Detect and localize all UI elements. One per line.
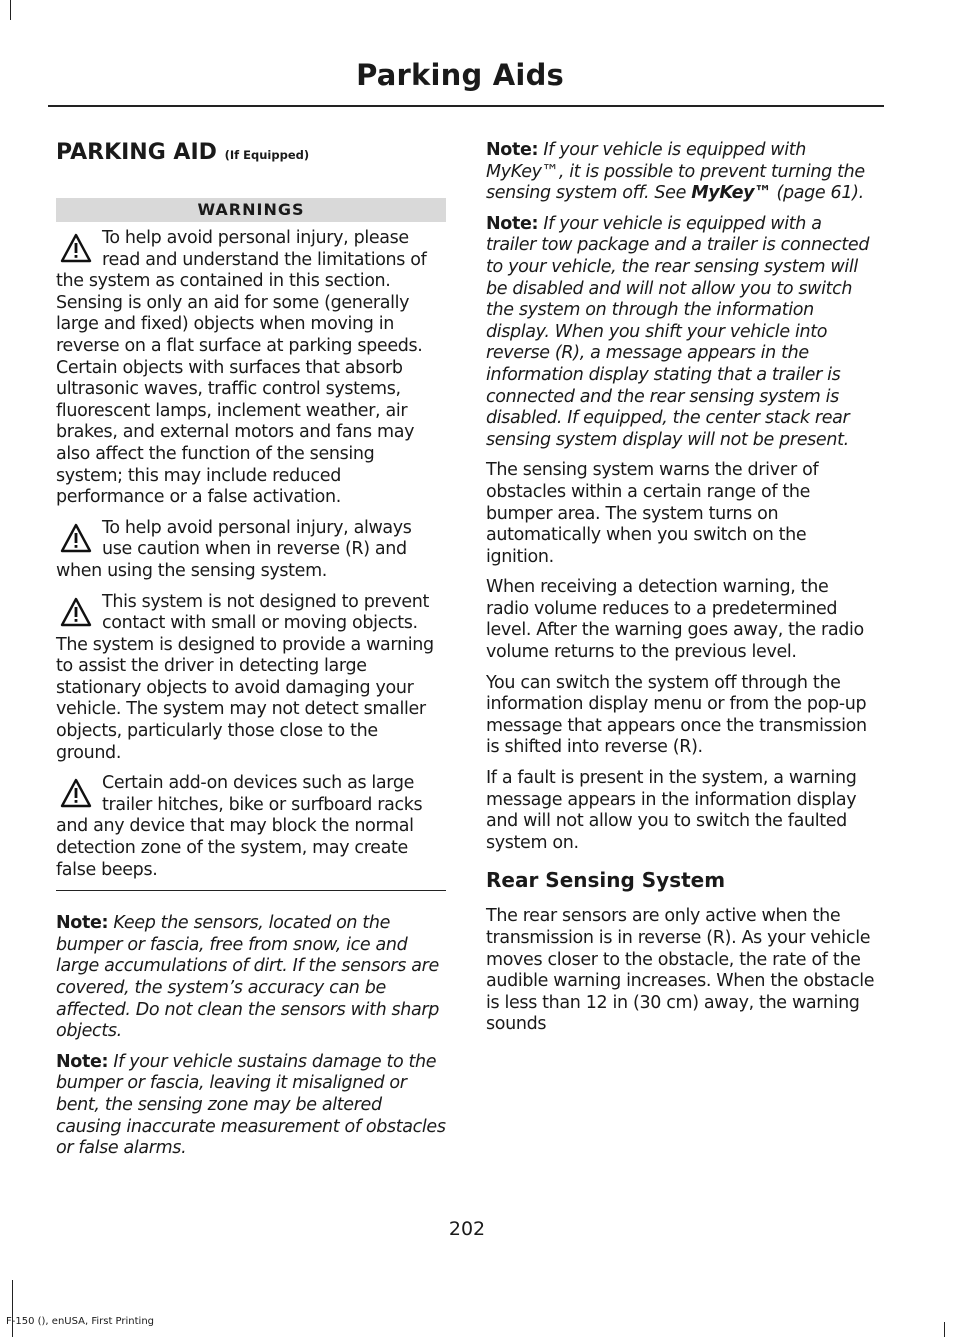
warning-item <box>56 592 446 765</box>
note-label: Note: <box>56 1051 109 1072</box>
note-text: Keep the sensors, located on the bumper or fascia, free from snow, ice and large accumulations of dirt. If the sensors are covered, the system’s accuracy can be affected. Do not clean the sensors with sharp objects. <box>56 913 440 1042</box>
crop-mark <box>10 0 11 20</box>
body-paragraph: You can switch the system off through the information display menu or from the pop-up message that appears once the transmission is shifted into reverse (R). <box>486 672 867 758</box>
note-text: If your vehicle is equipped with a trailer tow package and a trailer is connected to your vehicle, the rear sensing system will be disabled and will not allow you to switch the system on through the information display. When you shift your vehicle into reverse (R), a message appears in the information display stating that a trailer is connected and the rear sensing system is disabled. If equipped, the center stack rear sensing system display will not be present. <box>486 213 870 450</box>
page-number: 202 <box>448 1218 486 1240</box>
left-column <box>56 140 446 1169</box>
header-divider <box>48 105 884 107</box>
right-column <box>486 140 876 1045</box>
note-label: Note: <box>486 213 539 234</box>
note-paragraph <box>486 214 876 452</box>
note-paragraph <box>486 140 876 205</box>
warning-item <box>56 518 446 583</box>
subsection-heading: Rear Sensing System <box>486 868 726 893</box>
warning-text: To help avoid personal injury, please read and understand the limitations of the system as contained in this section. Sensing is only an aid for some (generally large and fixed) objects when moving in reverse on a flat surface at parking speeds. Certain objects with surfaces that absorb ultrasonic waves, traffic control systems, fluorescent lamps, inclement weather, air brakes, and external motors and fans may also affect the function of the sensing system; this may include reduced performance or a false activation. <box>56 228 427 508</box>
body-paragraph: The sensing system warns the driver of obstacles within a certain range of the bumper area. The system turns on automatically when you switch on the ignition. <box>486 460 819 567</box>
section-qualifier: (If Equipped) <box>224 148 310 162</box>
warnings-heading: WARNINGS <box>56 198 446 222</box>
note-paragraph <box>56 1052 446 1160</box>
warning-triangle-icon <box>60 596 92 628</box>
warning-triangle-icon <box>60 777 92 809</box>
note-text: If your vehicle sustains damage to the bumper or fascia, leaving it misaligned or bent, the sensing zone may be altered causing inaccurate measurement of obstacles or false alarms. <box>56 1051 446 1159</box>
crop-mark <box>944 1322 945 1337</box>
warnings-box <box>56 198 446 891</box>
section-title-text: PARKING AID <box>56 140 217 165</box>
warnings-divider <box>56 890 446 891</box>
note-paragraph <box>56 913 446 1043</box>
note-label: Note: <box>56 913 109 934</box>
warning-item <box>56 773 446 881</box>
body-paragraph: When receiving a detection warning, the radio volume reduces to a predetermined level. After the warning goes away, the radio volume returns to the previous level. <box>486 577 864 663</box>
warning-text: Certain add-on devices such as large trailer hitches, bike or surfboard racks and any device that may block the normal detection zone of the system, may create false beeps. <box>56 773 423 880</box>
body-paragraph: If a fault is present in the system, a warning message appears in the information display and will not allow you to switch the faulted system on. <box>486 768 857 853</box>
mykey-reference-link[interactable]: MyKey™ <box>691 183 772 204</box>
note-text: If your vehicle is equipped with MyKey™, it is possible to prevent turning the sensing system off. See <box>486 140 865 204</box>
section-title <box>56 140 446 168</box>
warning-triangle-icon <box>60 522 92 554</box>
warning-text: This system is not designed to prevent contact with small or moving objects. The system is designed to provide a warning to assist the driver in detecting large stationary objects to avoid damaging your vehicle. The system may not detect smaller objects, particularly those close to the ground. <box>56 591 434 763</box>
crop-mark <box>12 1280 13 1337</box>
warning-text: To help avoid personal injury, always use caution when in reverse (R) and when using the sensing system. <box>56 517 412 581</box>
edition-footer: F-150 (), enUSA, First Printing <box>6 1316 155 1327</box>
body-paragraph: The rear sensors are only active when the transmission is in reverse (R). As your vehicle moves closer to the obstacle, the rate of the audible warning increases. When the obstacle is less than 12 in (30 cm) away, the warning sounds <box>486 906 875 1035</box>
warning-triangle-icon <box>60 232 92 264</box>
page-reference: (page 61). <box>776 183 864 204</box>
warning-item <box>56 228 446 509</box>
page-title: Parking Aids <box>356 58 564 92</box>
note-label: Note: <box>486 140 539 160</box>
